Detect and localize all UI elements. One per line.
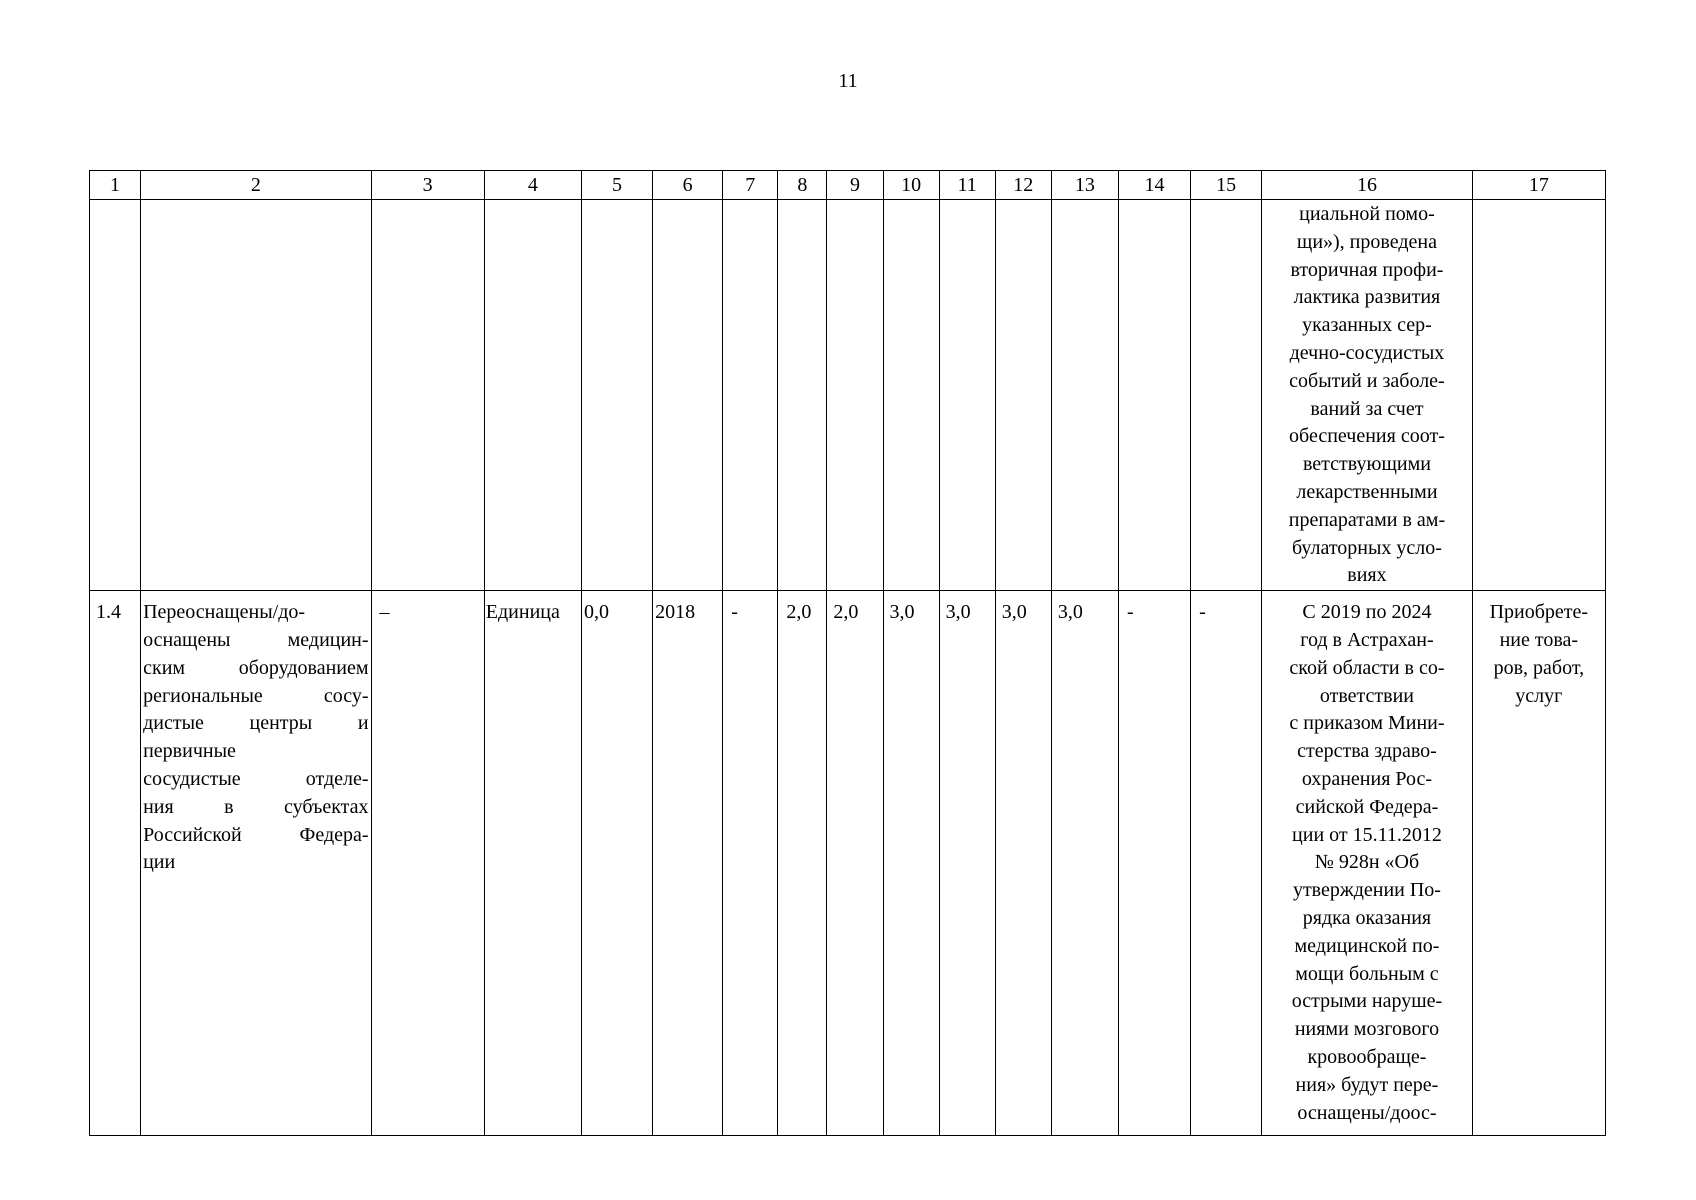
text-line: ния в субъектах (143, 795, 369, 818)
header-cell: 1 (90, 171, 141, 200)
value-2019-cell: 2,0 (778, 591, 827, 1136)
text-line: охранения Рос- (1301, 767, 1433, 790)
empty-cell (1118, 200, 1190, 591)
header-cell: 10 (883, 171, 939, 200)
text-line: ваний за счет (1310, 397, 1424, 420)
cell-col7: - (723, 591, 778, 1136)
empty-cell (723, 200, 778, 591)
indicator-table (89, 170, 1606, 1136)
text-line: вторичная профи- (1290, 258, 1444, 281)
cell-col3: – (371, 591, 484, 1136)
text-line: ции (143, 851, 176, 874)
header-cell: 17 (1472, 171, 1605, 200)
text-line: сосудистые отделе- (143, 767, 369, 790)
text-line: ветствующими (1302, 453, 1431, 476)
empty-cell (484, 200, 581, 591)
text-line: ниями мозгового (1294, 1018, 1440, 1041)
empty-cell (90, 200, 141, 591)
value-2021-cell: 3,0 (883, 591, 939, 1136)
header-cell: 4 (484, 171, 581, 200)
value-2020-cell: 2,0 (827, 591, 883, 1136)
empty-cell (939, 200, 995, 591)
text-line: № 928н «Об (1314, 851, 1420, 874)
text-line: Приобрете- (1489, 601, 1589, 624)
base-year-cell: 2018 (653, 591, 723, 1136)
empty-cell (141, 200, 371, 591)
cell-col15: - (1191, 591, 1262, 1136)
text-line: ров, работ, (1493, 656, 1585, 679)
header-cell: 15 (1191, 171, 1262, 200)
text-line: утверждении По- (1292, 879, 1441, 902)
empty-cell (827, 200, 883, 591)
text-line: медицинской по- (1294, 934, 1440, 957)
text-line: лактика развития (1293, 286, 1441, 309)
header-cell: 2 (141, 171, 371, 200)
header-cell: 16 (1262, 171, 1472, 200)
value-2022-cell: 3,0 (939, 591, 995, 1136)
table-row-1-4 (90, 591, 1606, 1136)
header-cell: 8 (778, 171, 827, 200)
text-line: оснащены медицин- (143, 628, 369, 651)
header-cell: 5 (581, 171, 652, 200)
text-line: обеспечения соот- (1289, 425, 1445, 448)
text-line: ния» будут пере- (1295, 1073, 1439, 1096)
header-cell: 7 (723, 171, 778, 200)
header-cell: 11 (939, 171, 995, 200)
text-line: указанных сер- (1302, 314, 1432, 337)
empty-cell (581, 200, 652, 591)
row-description (141, 591, 371, 1136)
text-line: препаратами в ам- (1288, 508, 1446, 531)
text-line: кровообраще- (1307, 1045, 1427, 1068)
text-line: оснащены/доос- (1297, 1101, 1437, 1124)
empty-cell (883, 200, 939, 591)
text-line: дистые центры и (143, 712, 369, 735)
header-cell: 3 (371, 171, 484, 200)
text-line: ответствии (1319, 684, 1415, 707)
header-cell: 9 (827, 171, 883, 200)
value-2023-cell: 3,0 (995, 591, 1051, 1136)
text-line: дечно-сосудистых (1289, 341, 1445, 364)
empty-cell (995, 200, 1051, 591)
empty-cell (371, 200, 484, 591)
text-line: с приказом Мини- (1289, 712, 1445, 735)
unit-cell: Единица (484, 591, 581, 1136)
empty-cell (1472, 200, 1605, 591)
text-line: ской области в со- (1289, 656, 1445, 679)
text-line: Российской Федера- (143, 823, 369, 846)
text-line: событий и заболе- (1289, 369, 1445, 392)
header-cell: 6 (653, 171, 723, 200)
cell-col14: - (1118, 591, 1190, 1136)
text-line: С 2019 по 2024 (1302, 601, 1432, 624)
text-line: виях (1347, 564, 1387, 587)
result-description-continued (1262, 200, 1472, 591)
empty-cell (1191, 200, 1262, 591)
text-line: сийской Федера- (1295, 795, 1439, 818)
value-2024-cell: 3,0 (1051, 591, 1118, 1136)
empty-cell (1051, 200, 1118, 591)
text-line: услуг (1515, 684, 1563, 707)
text-line: региональные сосу- (143, 684, 369, 707)
header-cell: 13 (1051, 171, 1118, 200)
base-value-cell: 0,0 (581, 591, 652, 1136)
text-line: ским оборудованием (143, 656, 369, 679)
text-line: острыми наруше- (1291, 990, 1443, 1013)
header-cell: 14 (1118, 171, 1190, 200)
text-line: ние това- (1499, 628, 1579, 651)
funding-type-cell (1472, 591, 1605, 1136)
continuation-row (90, 200, 1606, 591)
empty-cell (778, 200, 827, 591)
text-line: первичные (143, 740, 236, 763)
text-line: рядка оказания (1302, 906, 1432, 929)
page-number: 11 (838, 70, 858, 92)
result-description (1262, 591, 1472, 1136)
text-line: Переоснащены/до- (143, 601, 306, 624)
text-line: лекарственными (1296, 480, 1438, 503)
table-header-row (90, 171, 1606, 200)
row-number: 1.4 (90, 591, 141, 1136)
text-line: мощи больным с (1295, 962, 1439, 985)
empty-cell (653, 200, 723, 591)
text-line: ции от 15.11.2012 (1292, 823, 1442, 846)
text-line: стерства здраво- (1297, 740, 1437, 763)
header-cell: 12 (995, 171, 1051, 200)
text-line: год в Астрахан- (1300, 628, 1434, 651)
text-line: циальной помо- (1299, 203, 1435, 225)
text-line: щи»), проведена (1296, 230, 1437, 253)
text-line: булаторных усло- (1291, 536, 1442, 559)
